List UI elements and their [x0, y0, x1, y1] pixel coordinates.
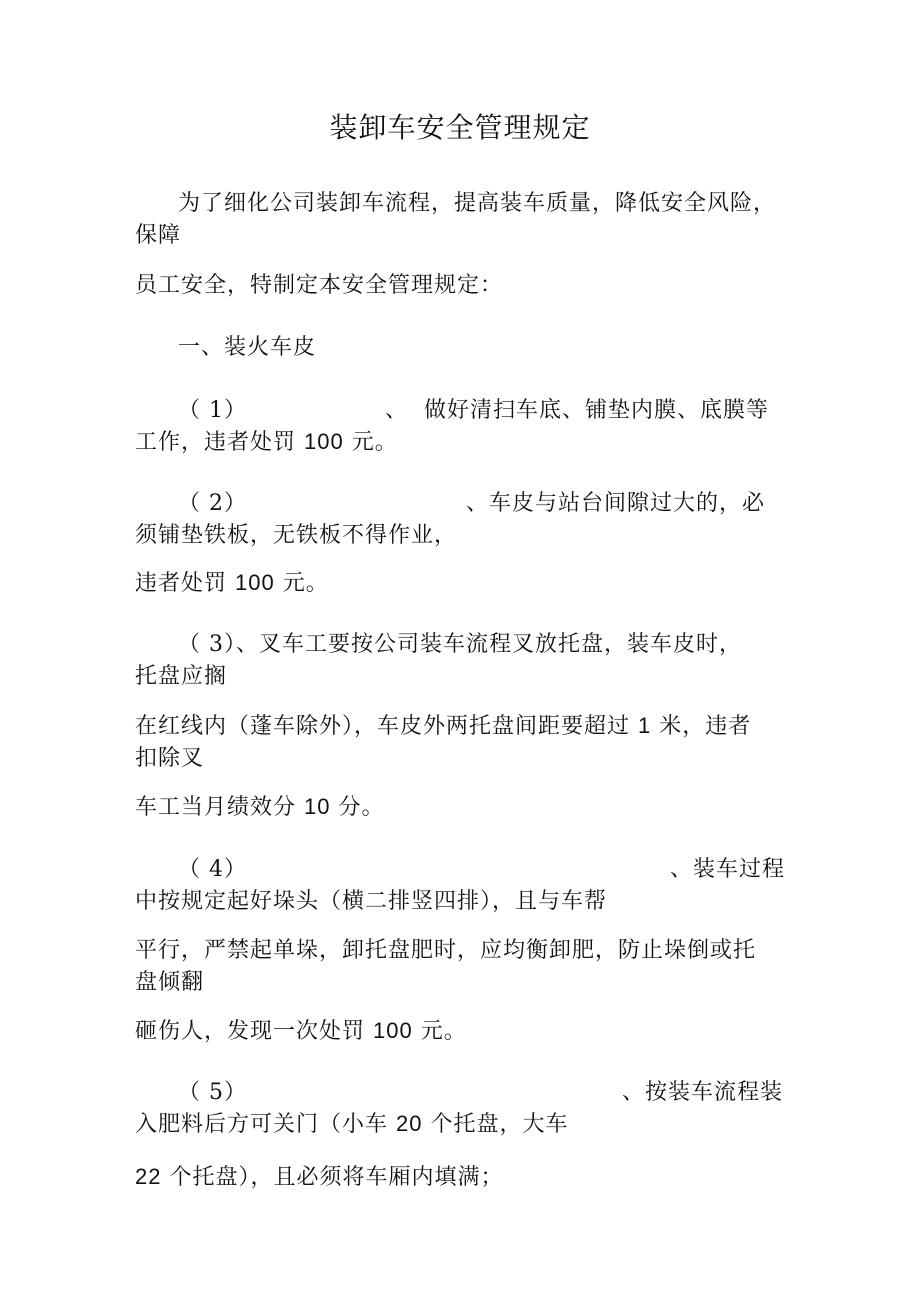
- document-title: 装卸车安全管理规定: [329, 111, 591, 144]
- item-1-separator: 、: [385, 398, 409, 423]
- item-5-number: （ 5）: [178, 1080, 247, 1105]
- item-2-text-a: 、车皮与站台间隙过大的，必: [466, 491, 766, 516]
- item-3-text-e: [135, 790, 384, 821]
- item-2-text-c-pre: 违者处罚: [135, 571, 235, 596]
- item-4-penalty-amount: 100: [373, 1018, 413, 1043]
- item-5-text-c: [135, 1160, 503, 1191]
- item-1-text-b-pre: 工作，违者处罚: [135, 430, 304, 455]
- item-2-text-c-post: 元。: [274, 571, 329, 596]
- item-5-text-c-post: 个托盘），且必须将车厢内填满；: [161, 1165, 504, 1190]
- item-4-number: （ 4）: [178, 857, 247, 882]
- item-4-text-e-post: 元。: [412, 1019, 467, 1044]
- item-3-text-b: 托盘应搁: [135, 664, 228, 689]
- item-2-number: （ 2）: [178, 491, 247, 516]
- item-3-text-e-pre: 车工当月绩效分: [135, 795, 304, 820]
- item-4-text-d: 盘倾翻: [135, 970, 205, 995]
- item-4-text-e-pre: 砸伤人，发现一次处罚: [135, 1019, 373, 1044]
- item-3-text-d: 扣除叉: [135, 746, 205, 771]
- item-4-text-c: 平行，严禁起单垛，卸托盘肥时，应均衡卸肥，防止垛倒或托: [135, 938, 757, 963]
- item-5-large-car-pallets: 22: [135, 1164, 162, 1189]
- item-1-text-a: 做好清扫车底、铺垫内膜、底膜等: [424, 398, 770, 423]
- item-3-text-c: [135, 709, 751, 740]
- item-3-points: 10: [304, 794, 331, 819]
- item-3-text-e-post: 分。: [330, 795, 385, 820]
- item-5-text-b-post: 个托盘，大车: [422, 1112, 569, 1137]
- item-4-text-e: [135, 1014, 467, 1045]
- item-2-penalty-amount: 100: [235, 570, 275, 595]
- item-5-text-b: [135, 1107, 568, 1138]
- item-5-text-b-pre: 入肥料后方可关门（小车: [135, 1112, 396, 1137]
- item-1-number: （ 1）: [178, 398, 247, 423]
- intro-line-3: 员工安全，特制定本安全管理规定：: [135, 273, 504, 298]
- item-2-text-b: 须铺垫铁板，无铁板不得作业，: [135, 523, 458, 548]
- item-3-text-c-post: 米，违者: [651, 714, 752, 739]
- item-1-penalty-amount: 100: [304, 429, 344, 454]
- intro-line-1: 为了细化公司装卸车流程，提高装车质量，降低安全风险，: [178, 191, 777, 216]
- item-4-text-b: 中按规定起好垛头（横二排竖四排），且与车帮: [135, 889, 608, 914]
- item-2-text-c: [135, 566, 329, 597]
- item-3-text-a: （ 3）、叉车工要按公司装车流程叉放托盘，装车皮时，: [178, 632, 742, 657]
- item-1-text-b-post: 元。: [343, 430, 398, 455]
- intro-line-2: 保障: [135, 223, 182, 248]
- item-5-small-car-pallets: 20: [396, 1111, 423, 1136]
- item-3-text-c-pre: 在红线内（蓬车除外），车皮外两托盘间距要超过: [135, 714, 638, 739]
- item-4-text-a: 、装车过程: [670, 857, 786, 882]
- item-1-text-b: [135, 425, 398, 456]
- section-heading: 一、装火车皮: [178, 335, 317, 360]
- item-3-distance: 1: [638, 713, 652, 738]
- item-5-text-a: 、按装车流程装: [622, 1080, 784, 1105]
